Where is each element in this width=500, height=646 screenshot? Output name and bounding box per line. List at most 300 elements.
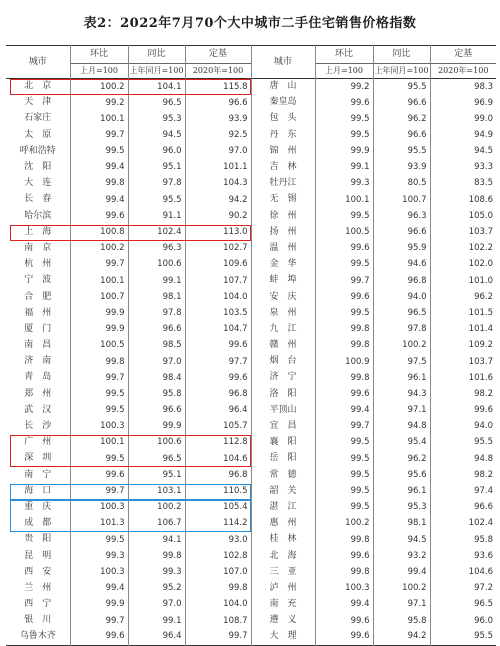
right-base-value: 94.0 [430, 418, 496, 434]
right-city: 安 庆 [251, 289, 315, 305]
left-mom-value: 99.7 [70, 483, 128, 499]
left-mom-value: 99.6 [70, 629, 128, 645]
right-mom-value: 99.8 [315, 370, 373, 386]
right-base-value: 93.3 [430, 159, 496, 175]
right-base-value: 98.2 [430, 386, 496, 402]
yoy-header: 同比 [373, 46, 430, 64]
right-yoy-value: 96.2 [373, 111, 430, 127]
left-yoy-value: 106.7 [128, 516, 185, 532]
table-row [6, 451, 496, 467]
right-mom-value: 99.6 [315, 613, 373, 629]
right-yoy-value: 94.5 [373, 532, 430, 548]
table-row [6, 435, 496, 451]
right-yoy-value: 96.1 [373, 483, 430, 499]
left-yoy-value: 95.5 [128, 192, 185, 208]
right-city: 桂 林 [251, 532, 315, 548]
table-row [6, 629, 496, 645]
right-base-value: 101.0 [430, 273, 496, 289]
left-yoy-value: 100.6 [128, 257, 185, 273]
left-mom-value: 99.5 [70, 143, 128, 159]
left-base-value: 93.9 [185, 111, 251, 127]
left-base-value: 96.8 [185, 386, 251, 402]
left-base-value: 112.8 [185, 435, 251, 451]
left-city: 郑 州 [24, 388, 52, 399]
right-yoy-value: 95.9 [373, 240, 430, 256]
table-row [6, 370, 496, 386]
left-base-value: 108.7 [185, 613, 251, 629]
left-base-value: 107.7 [185, 273, 251, 289]
right-city: 济 宁 [251, 370, 315, 386]
right-city: 烟 台 [251, 354, 315, 370]
left-yoy-value: 98.5 [128, 338, 185, 354]
left-base-value: 96.8 [185, 467, 251, 483]
right-base-value: 96.9 [430, 95, 496, 111]
left-mom-value: 99.7 [70, 127, 128, 143]
right-city: 惠 州 [251, 516, 315, 532]
right-base-value: 101.6 [430, 370, 496, 386]
table-row [6, 95, 496, 111]
left-base-value: 115.8 [185, 79, 251, 95]
left-mom-value: 99.6 [70, 208, 128, 224]
right-city: 牡丹江 [251, 176, 315, 192]
left-base-value: 104.0 [185, 289, 251, 305]
left-mom-value: 100.5 [70, 338, 128, 354]
left-city: 福 州 [24, 307, 52, 318]
right-base-value: 104.6 [430, 564, 496, 580]
right-city: 遵 义 [251, 613, 315, 629]
table-row [6, 532, 496, 548]
left-yoy-value: 97.0 [128, 597, 185, 613]
left-city: 西 宁 [24, 599, 52, 610]
right-city: 锦 州 [251, 143, 315, 159]
right-mom-value: 99.5 [315, 451, 373, 467]
city-header: 城市 [28, 56, 47, 67]
right-base-value: 103.7 [430, 354, 496, 370]
right-city: 包 头 [251, 111, 315, 127]
right-base-value: 101.4 [430, 321, 496, 337]
right-city: 泸 州 [251, 580, 315, 596]
right-base-value: 101.5 [430, 305, 496, 321]
left-mom-value: 99.7 [70, 257, 128, 273]
right-base-value: 96.0 [430, 613, 496, 629]
left-base-value: 92.5 [185, 127, 251, 143]
left-city: 太 原 [24, 129, 52, 140]
left-city: 南 昌 [24, 340, 52, 351]
left-yoy-value: 98.4 [128, 370, 185, 386]
right-base-value: 98.3 [430, 79, 496, 95]
left-city: 合 肥 [24, 291, 52, 302]
right-mom-value: 99.8 [315, 532, 373, 548]
right-mom-value: 99.5 [315, 435, 373, 451]
right-base-value: 108.6 [430, 192, 496, 208]
right-base-value: 96.2 [430, 289, 496, 305]
right-base-value: 109.2 [430, 338, 496, 354]
left-yoy-value: 100.2 [128, 499, 185, 515]
left-city: 长 春 [24, 194, 52, 205]
left-yoy-value: 97.8 [128, 176, 185, 192]
right-mom-value: 99.6 [315, 629, 373, 645]
right-city: 九 江 [251, 321, 315, 337]
left-base-value: 104.3 [185, 176, 251, 192]
left-city: 贵 阳 [24, 534, 52, 545]
base-header: 定基 [430, 46, 496, 64]
left-base-value: 97.0 [185, 143, 251, 159]
left-city: 广 州 [24, 437, 52, 448]
right-base-value: 94.9 [430, 127, 496, 143]
header-row [6, 46, 496, 64]
right-base-value: 97.4 [430, 483, 496, 499]
left-mom-value: 99.5 [70, 532, 128, 548]
left-mom-value: 99.5 [70, 451, 128, 467]
right-yoy-value: 96.6 [373, 127, 430, 143]
right-mom-value: 99.1 [315, 159, 373, 175]
left-mom-value: 99.6 [70, 467, 128, 483]
left-yoy-value: 95.1 [128, 159, 185, 175]
left-base-value: 96.4 [185, 402, 251, 418]
left-mom-value: 100.3 [70, 499, 128, 515]
right-city: 洛 阳 [251, 386, 315, 402]
right-base-value: 83.5 [430, 176, 496, 192]
left-yoy-value: 99.1 [128, 273, 185, 289]
right-mom-value: 100.5 [315, 224, 373, 240]
table-row [6, 240, 496, 256]
left-base-value: 99.8 [185, 580, 251, 596]
left-yoy-value: 96.0 [128, 143, 185, 159]
table-row [6, 467, 496, 483]
left-mom-value: 99.5 [70, 402, 128, 418]
right-base-value: 96.5 [430, 597, 496, 613]
left-yoy-value: 96.6 [128, 402, 185, 418]
left-base-value: 99.6 [185, 338, 251, 354]
right-yoy-value: 95.3 [373, 499, 430, 515]
right-yoy-value: 98.1 [373, 516, 430, 532]
left-mom-value: 100.1 [70, 273, 128, 289]
right-base-value: 102.2 [430, 240, 496, 256]
left-mom-value: 100.1 [70, 435, 128, 451]
left-city: 石家庄 [24, 113, 52, 124]
left-yoy-value: 97.8 [128, 305, 185, 321]
table-row [6, 402, 496, 418]
right-city: 秦皇岛 [251, 95, 315, 111]
mom-subheader: 上月=100 [70, 64, 128, 79]
page-title: 表2：2022年7月70个大中城市二手住宅销售价格指数 [83, 16, 417, 31]
table-row [6, 580, 496, 596]
right-yoy-value: 97.8 [373, 321, 430, 337]
left-yoy-value: 100.6 [128, 435, 185, 451]
right-yoy-value: 96.2 [373, 451, 430, 467]
table-row [6, 224, 496, 240]
left-city: 天 津 [24, 97, 52, 108]
left-yoy-value: 95.3 [128, 111, 185, 127]
right-mom-value: 99.6 [315, 548, 373, 564]
right-base-value: 95.8 [430, 532, 496, 548]
right-base-value: 95.5 [430, 629, 496, 645]
left-base-value: 105.7 [185, 418, 251, 434]
price-index-table-wrapper [6, 45, 496, 646]
left-city: 深 圳 [24, 453, 52, 464]
yoy-header: 同比 [128, 46, 185, 64]
right-city: 南 充 [251, 597, 315, 613]
right-city: 唐 山 [251, 79, 315, 95]
left-city: 上 海 [24, 226, 52, 237]
right-mom-value: 99.2 [315, 79, 373, 95]
right-base-value: 102.4 [430, 516, 496, 532]
left-mom-value: 99.9 [70, 305, 128, 321]
right-yoy-value: 94.0 [373, 289, 430, 305]
left-yoy-value: 95.8 [128, 386, 185, 402]
right-city: 宜 昌 [251, 418, 315, 434]
right-city: 吉 林 [251, 159, 315, 175]
right-base-value: 105.0 [430, 208, 496, 224]
table-row [6, 143, 496, 159]
mom-header: 环比 [70, 46, 128, 64]
left-city: 武 汉 [24, 404, 52, 415]
right-yoy-value: 80.5 [373, 176, 430, 192]
table-row [6, 548, 496, 564]
right-city: 徐 州 [251, 208, 315, 224]
right-yoy-value: 96.6 [373, 95, 430, 111]
table-row [6, 208, 496, 224]
right-base-value: 103.7 [430, 224, 496, 240]
right-yoy-value: 96.5 [373, 305, 430, 321]
left-base-value: 107.0 [185, 564, 251, 580]
left-mom-value: 99.4 [70, 159, 128, 175]
table-row [6, 176, 496, 192]
table-row [6, 321, 496, 337]
left-base-value: 114.2 [185, 516, 251, 532]
left-base-value: 96.6 [185, 95, 251, 111]
left-yoy-value: 96.5 [128, 451, 185, 467]
left-base-value: 93.0 [185, 532, 251, 548]
right-mom-value: 99.4 [315, 597, 373, 613]
left-yoy-value: 99.9 [128, 418, 185, 434]
right-mom-value: 99.8 [315, 564, 373, 580]
right-base-value: 95.5 [430, 435, 496, 451]
right-city: 韶 关 [251, 483, 315, 499]
left-mom-value: 99.4 [70, 192, 128, 208]
left-city: 大 连 [24, 178, 52, 189]
right-mom-value: 99.6 [315, 95, 373, 111]
price-index-table [6, 45, 496, 646]
left-yoy-value: 104.1 [128, 79, 185, 95]
right-mom-value: 99.8 [315, 338, 373, 354]
right-yoy-value: 96.1 [373, 370, 430, 386]
left-city: 哈尔滨 [24, 210, 52, 221]
left-yoy-value: 102.4 [128, 224, 185, 240]
table-row [6, 305, 496, 321]
left-mom-value: 99.9 [70, 321, 128, 337]
left-base-value: 94.2 [185, 192, 251, 208]
right-yoy-value: 94.3 [373, 386, 430, 402]
left-mom-value: 100.7 [70, 289, 128, 305]
right-yoy-value: 100.7 [373, 192, 430, 208]
table-row [6, 386, 496, 402]
right-base-value: 96.6 [430, 499, 496, 515]
right-yoy-value: 93.2 [373, 548, 430, 564]
right-yoy-value: 94.8 [373, 418, 430, 434]
right-base-value: 99.6 [430, 402, 496, 418]
left-yoy-value: 99.3 [128, 564, 185, 580]
right-base-value: 102.0 [430, 257, 496, 273]
left-city: 西 安 [24, 566, 52, 577]
right-mom-value: 99.7 [315, 273, 373, 289]
right-mom-value: 99.4 [315, 402, 373, 418]
yoy-subheader: 上年同月=100 [373, 64, 430, 79]
right-mom-value: 100.1 [315, 192, 373, 208]
left-city: 呼和浩特 [19, 145, 56, 156]
left-yoy-value: 95.1 [128, 467, 185, 483]
right-yoy-value: 93.9 [373, 159, 430, 175]
city-header: 城市 [251, 46, 315, 79]
right-base-value: 94.8 [430, 451, 496, 467]
right-base-value: 99.0 [430, 111, 496, 127]
left-base-value: 109.6 [185, 257, 251, 273]
right-yoy-value: 95.5 [373, 143, 430, 159]
table-body [6, 79, 496, 646]
right-yoy-value: 95.4 [373, 435, 430, 451]
right-yoy-value: 99.4 [373, 564, 430, 580]
left-city: 重 庆 [24, 501, 52, 512]
table-row [6, 289, 496, 305]
left-yoy-value: 96.5 [128, 95, 185, 111]
right-mom-value: 99.9 [315, 143, 373, 159]
left-mom-value: 100.2 [70, 240, 128, 256]
right-yoy-value: 97.1 [373, 402, 430, 418]
left-yoy-value: 91.1 [128, 208, 185, 224]
right-mom-value: 99.5 [315, 483, 373, 499]
right-city: 温 州 [251, 240, 315, 256]
left-base-value: 102.8 [185, 548, 251, 564]
right-mom-value: 99.3 [315, 176, 373, 192]
right-mom-value: 99.5 [315, 499, 373, 515]
table-row [6, 516, 496, 532]
right-city: 岳 阳 [251, 451, 315, 467]
right-mom-value: 99.7 [315, 418, 373, 434]
left-city: 厦 门 [24, 323, 52, 334]
right-mom-value: 99.6 [315, 289, 373, 305]
right-city: 襄 阳 [251, 435, 315, 451]
base-subheader: 2020年=100 [185, 64, 251, 79]
left-base-value: 104.0 [185, 597, 251, 613]
left-yoy-value: 94.1 [128, 532, 185, 548]
right-mom-value: 100.3 [315, 580, 373, 596]
left-city: 南 京 [24, 242, 52, 253]
table-row [6, 159, 496, 175]
right-city: 丹 东 [251, 127, 315, 143]
left-base-value: 99.7 [185, 629, 251, 645]
left-yoy-value: 97.0 [128, 354, 185, 370]
right-mom-value: 99.5 [315, 467, 373, 483]
table-row [6, 192, 496, 208]
left-mom-value: 99.4 [70, 580, 128, 596]
left-city: 昆 明 [24, 550, 52, 561]
left-mom-value: 101.3 [70, 516, 128, 532]
left-city: 银 川 [24, 615, 52, 626]
right-yoy-value: 94.2 [373, 629, 430, 645]
left-base-value: 113.0 [185, 224, 251, 240]
right-yoy-value: 95.6 [373, 467, 430, 483]
right-yoy-value: 97.5 [373, 354, 430, 370]
table-row [6, 613, 496, 629]
table-row [6, 111, 496, 127]
table-row [6, 354, 496, 370]
right-mom-value: 99.6 [315, 240, 373, 256]
left-city: 长 沙 [24, 421, 52, 432]
right-mom-value: 99.5 [315, 127, 373, 143]
right-city: 扬 州 [251, 224, 315, 240]
table-row [6, 127, 496, 143]
left-base-value: 101.1 [185, 159, 251, 175]
left-city: 南 宁 [24, 469, 52, 480]
left-city: 济 南 [24, 356, 52, 367]
left-city: 海 口 [24, 485, 52, 496]
left-base-value: 110.5 [185, 483, 251, 499]
right-city: 泉 州 [251, 305, 315, 321]
mom-header: 环比 [315, 46, 373, 64]
right-yoy-value: 100.2 [373, 580, 430, 596]
left-city: 乌鲁木齐 [19, 631, 56, 642]
right-city: 湛 江 [251, 499, 315, 515]
left-yoy-value: 98.1 [128, 289, 185, 305]
left-base-value: 97.7 [185, 354, 251, 370]
table-row [6, 597, 496, 613]
left-base-value: 105.4 [185, 499, 251, 515]
right-yoy-value: 96.3 [373, 208, 430, 224]
left-mom-value: 100.8 [70, 224, 128, 240]
left-mom-value: 99.8 [70, 354, 128, 370]
left-mom-value: 100.3 [70, 418, 128, 434]
right-yoy-value: 96.8 [373, 273, 430, 289]
left-base-value: 90.2 [185, 208, 251, 224]
right-city: 无 锡 [251, 192, 315, 208]
left-city: 成 都 [24, 518, 52, 529]
left-city: 宁 波 [24, 275, 52, 286]
table-row [6, 273, 496, 289]
left-base-value: 102.7 [185, 240, 251, 256]
right-base-value: 98.2 [430, 467, 496, 483]
base-subheader: 2020年=100 [430, 64, 496, 79]
right-yoy-value: 96.6 [373, 224, 430, 240]
table-row [6, 499, 496, 515]
right-mom-value: 99.5 [315, 257, 373, 273]
left-base-value: 103.5 [185, 305, 251, 321]
left-yoy-value: 96.4 [128, 629, 185, 645]
yoy-subheader: 上年同月=100 [128, 64, 185, 79]
right-city: 北 海 [251, 548, 315, 564]
right-mom-value: 100.2 [315, 516, 373, 532]
left-yoy-value: 99.1 [128, 613, 185, 629]
right-yoy-value: 94.6 [373, 257, 430, 273]
left-base-value: 99.6 [185, 370, 251, 386]
right-city: 蚌 埠 [251, 273, 315, 289]
table-row [6, 483, 496, 499]
right-base-value: 97.2 [430, 580, 496, 596]
left-yoy-value: 103.1 [128, 483, 185, 499]
right-yoy-value: 95.8 [373, 613, 430, 629]
left-mom-value: 99.7 [70, 370, 128, 386]
left-city: 青 岛 [24, 372, 52, 383]
base-header: 定基 [185, 46, 251, 64]
left-mom-value: 99.8 [70, 176, 128, 192]
left-city: 杭 州 [24, 259, 52, 270]
left-mom-value: 99.9 [70, 597, 128, 613]
left-mom-value: 100.2 [70, 79, 128, 95]
left-base-value: 104.6 [185, 451, 251, 467]
right-base-value: 93.6 [430, 548, 496, 564]
right-city: 赣 州 [251, 338, 315, 354]
left-yoy-value: 96.3 [128, 240, 185, 256]
right-city: 常 德 [251, 467, 315, 483]
